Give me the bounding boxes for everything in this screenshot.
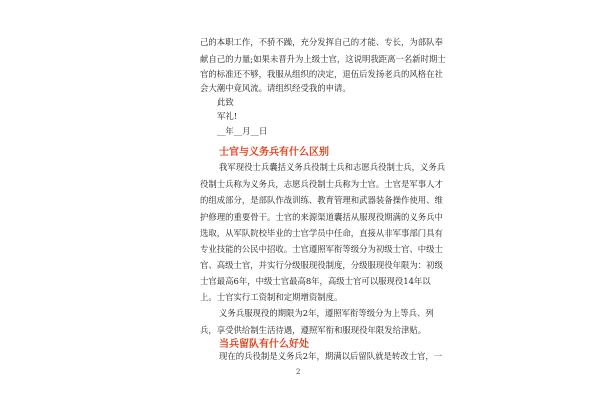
text-line: 兵，享受供给制生活待遇，遵照军衔和服现役年限发给津贴。 [200, 325, 427, 335]
text-line: 献自己的力量;如果未晋升为上级士官，这说明我距离一名新时期士 [200, 54, 446, 64]
text-line: 士官最高6年，中级士官最高8年，高级士官可以服现役14年以 [200, 276, 431, 286]
text-line: 现在的兵役制是义务兵2年，期满以后留队就是转改士官，一 [219, 351, 443, 361]
section-heading: 士官与义务兵有什么区别 [219, 147, 329, 158]
date-line: __年__月__日 [217, 126, 268, 136]
text-line: 会大潮中竟风流。请组织经受我的申请。 [200, 83, 351, 93]
section-heading: 当兵留队有什么好处 [219, 339, 309, 350]
salute-line: 军礼! [217, 111, 238, 121]
salutation-line: 此致 [217, 97, 234, 107]
text-line: 我军现役士兵囊括义务兵役制士兵和志愿兵役制士兵，义务兵 [219, 162, 446, 172]
text-line: 役制士兵称为义务兵，志愿兵役制士兵称为士官。士官是军事人才 [200, 179, 443, 189]
text-line: 专业技能的公民中招收。士官遵照军衔等级分为初级士官、中级士 [200, 244, 443, 254]
text-line: 选取，从军队院校毕业的士官学员中任命，直接从非军事部门具有 [200, 228, 443, 238]
page-number: 2 [296, 368, 301, 376]
text-line: 护修理的重要骨干。士官的来源渠道囊括从服现役期满的义务兵中 [200, 212, 443, 222]
text-line: 上。士官实行工资制和定期增资制度。 [200, 292, 343, 302]
text-line: 义务兵服现役的期限为2年，遵照军衔等级分为上等兵、列 [219, 308, 434, 318]
text-line: 官的标准还不够，我服从组织的决定，退伍后发扬老兵的风格在社 [200, 69, 443, 79]
text-line: 的组成部分，是部队作战训练、教育管理和武器装备操作使用、维 [200, 195, 443, 205]
text-line: 官、高级士官，并实行分级服现役制度，分级服现役年限为：初级 [200, 260, 443, 270]
text-line: 己的本职工作，不骄不躁，充分发挥自己的才能、专长，为部队奉 [200, 37, 443, 47]
